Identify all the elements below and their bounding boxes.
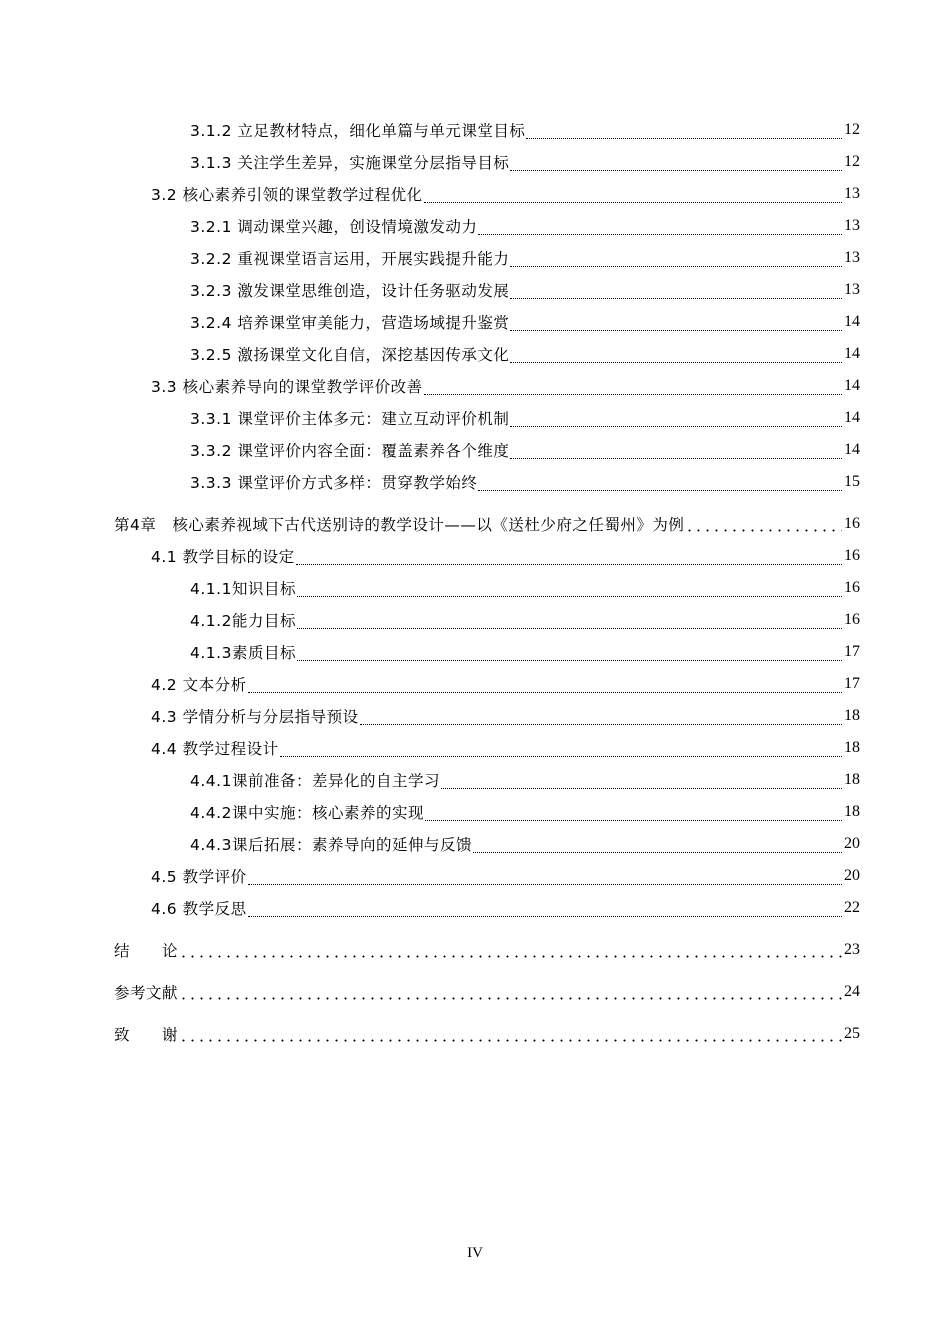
toc-entry-title: 4.1.3素质目标: [190, 644, 296, 662]
toc-entry-page: 17: [844, 643, 860, 660]
toc-entry[interactable]: [0, 934, 950, 966]
toc-dot-leader: [510, 249, 842, 267]
toc-entry-page: 16: [844, 611, 860, 628]
toc-entry-page: 18: [844, 739, 860, 756]
toc-entry-title: 结 论: [114, 942, 179, 960]
toc-entry-title: 4.2 文本分析: [151, 676, 247, 694]
toc-entry-page: 18: [844, 707, 860, 724]
toc-entry[interactable]: [0, 700, 950, 732]
toc-entry-title: 4.4 教学过程设计: [151, 740, 279, 758]
toc-entry[interactable]: [0, 796, 950, 828]
toc-entry-title: 3.3 核心素养导向的课堂教学评价改善: [151, 378, 423, 396]
toc-dot-leader: [510, 313, 842, 331]
toc-dot-leader: [441, 771, 842, 789]
toc-entry[interactable]: [0, 828, 950, 860]
toc-dot-leader: [179, 942, 842, 959]
toc-entry-page: 14: [844, 313, 860, 330]
toc-entry[interactable]: [0, 210, 950, 242]
toc-entry[interactable]: [0, 434, 950, 466]
toc-entry-page: 13: [844, 281, 860, 298]
toc-dot-leader: [179, 984, 842, 1001]
toc-dot-leader: [424, 185, 842, 203]
toc-dot-leader: [360, 707, 842, 725]
toc-dot-leader: [510, 409, 842, 427]
toc-entry-page: 12: [844, 153, 860, 170]
toc-dot-leader: [297, 643, 842, 661]
toc-entry-page: 16: [844, 515, 860, 532]
toc-entry-page: 18: [844, 771, 860, 788]
toc-entry[interactable]: [0, 732, 950, 764]
toc-dot-leader: [685, 516, 842, 533]
toc-entry[interactable]: [0, 466, 950, 498]
toc-entry-page: 14: [844, 377, 860, 394]
toc-entry[interactable]: [0, 540, 950, 572]
toc-entry[interactable]: [0, 114, 950, 146]
toc-entry-title: 4.1.2能力目标: [190, 612, 296, 630]
toc-entry[interactable]: [0, 508, 950, 540]
toc-entry[interactable]: [0, 860, 950, 892]
toc-entry-page: 12: [844, 121, 860, 138]
table-of-contents: [0, 114, 950, 1050]
toc-entry-title: 4.5 教学评价: [151, 868, 247, 886]
toc-dot-leader: [510, 281, 842, 299]
toc-dot-leader: [526, 121, 842, 139]
toc-entry[interactable]: [0, 178, 950, 210]
toc-entry-page: 16: [844, 547, 860, 564]
toc-entry-page: 17: [844, 675, 860, 692]
toc-entry-title: 3.2.2 重视课堂语言运用，开展实践提升能力: [190, 250, 510, 268]
toc-entry-page: 15: [844, 473, 860, 490]
toc-entry-page: 13: [844, 249, 860, 266]
toc-dot-leader: [478, 473, 842, 491]
toc-entry[interactable]: [0, 402, 950, 434]
toc-entry-page: 18: [844, 803, 860, 820]
toc-entry-page: 22: [844, 899, 860, 916]
toc-entry-title: 4.3 学情分析与分层指导预设: [151, 708, 359, 726]
toc-dot-leader: [473, 835, 842, 853]
toc-entry-title: 3.3.3 课堂评价方式多样：贯穿教学始终: [190, 474, 478, 492]
toc-dot-leader: [424, 377, 842, 395]
toc-entry[interactable]: [0, 764, 950, 796]
toc-dot-leader: [296, 547, 842, 565]
toc-dot-leader: [425, 803, 842, 821]
toc-entry-page: 20: [844, 867, 860, 884]
toc-entry-page: 25: [844, 1025, 860, 1042]
toc-entry-page: 14: [844, 441, 860, 458]
toc-entry-page: 13: [844, 185, 860, 202]
toc-dot-leader: [510, 153, 842, 171]
toc-entry-page: 20: [844, 835, 860, 852]
toc-dot-leader: [248, 867, 842, 885]
toc-entry-title: 3.1.3 关注学生差异，实施课堂分层指导目标: [190, 154, 510, 172]
toc-entry-page: 16: [844, 579, 860, 596]
toc-entry-title: 4.1.1知识目标: [190, 580, 296, 598]
toc-entry[interactable]: [0, 1018, 950, 1050]
toc-dot-leader: [510, 345, 842, 363]
toc-entry-title: 致 谢: [114, 1026, 179, 1044]
toc-entry[interactable]: [0, 668, 950, 700]
toc-entry-title: 4.4.2课中实施：核心素养的实现: [190, 804, 424, 822]
toc-entry[interactable]: [0, 604, 950, 636]
toc-entry[interactable]: [0, 146, 950, 178]
toc-entry[interactable]: [0, 636, 950, 668]
toc-entry[interactable]: [0, 892, 950, 924]
toc-entry-title: 第4章 核心素养视域下古代送别诗的教学设计——以《送杜少府之任蜀州》为例: [114, 516, 685, 534]
toc-dot-leader: [179, 1026, 842, 1043]
toc-dot-leader: [280, 739, 842, 757]
page-number: IV: [467, 1245, 483, 1261]
toc-entry-title: 3.3.2 课堂评价内容全面：覆盖素养各个维度: [190, 442, 510, 460]
toc-entry-title: 3.1.2 立足教材特点，细化单篇与单元课堂目标: [190, 122, 526, 140]
toc-entry[interactable]: [0, 242, 950, 274]
toc-entry-title: 3.2.1 调动课堂兴趣，创设情境激发动力: [190, 218, 478, 236]
toc-entry[interactable]: [0, 976, 950, 1008]
toc-dot-leader: [510, 441, 842, 459]
toc-entry-page: 14: [844, 409, 860, 426]
toc-entry[interactable]: [0, 338, 950, 370]
toc-entry-title: 3.2 核心素养引领的课堂教学过程优化: [151, 186, 423, 204]
toc-entry-title: 参考文献: [114, 984, 179, 1002]
toc-dot-leader: [297, 579, 842, 597]
toc-entry[interactable]: [0, 274, 950, 306]
toc-dot-leader: [248, 675, 842, 693]
toc-entry-title: 4.1 教学目标的设定: [151, 548, 295, 566]
toc-entry[interactable]: [0, 306, 950, 338]
toc-entry-title: 4.4.3课后拓展：素养导向的延伸与反馈: [190, 836, 472, 854]
toc-entry-page: 24: [844, 983, 860, 1000]
toc-entry-title: 3.2.4 培养课堂审美能力，营造场域提升鉴赏: [190, 314, 510, 332]
toc-entry-title: 3.2.3 激发课堂思维创造，设计任务驱动发展: [190, 282, 510, 300]
toc-dot-leader: [478, 217, 842, 235]
toc-entry[interactable]: [0, 572, 950, 604]
toc-entry-title: 3.3.1 课堂评价主体多元：建立互动评价机制: [190, 410, 510, 428]
toc-entry-page: 14: [844, 345, 860, 362]
toc-entry[interactable]: [0, 370, 950, 402]
toc-dot-leader: [297, 611, 842, 629]
toc-entry-page: 23: [844, 941, 860, 958]
toc-entry-page: 13: [844, 217, 860, 234]
toc-entry-title: 4.6 教学反思: [151, 900, 247, 918]
toc-entry-title: 4.4.1课前准备：差异化的自主学习: [190, 772, 440, 790]
toc-entry-title: 3.2.5 激扬课堂文化自信，深挖基因传承文化: [190, 346, 510, 364]
toc-dot-leader: [248, 899, 842, 917]
